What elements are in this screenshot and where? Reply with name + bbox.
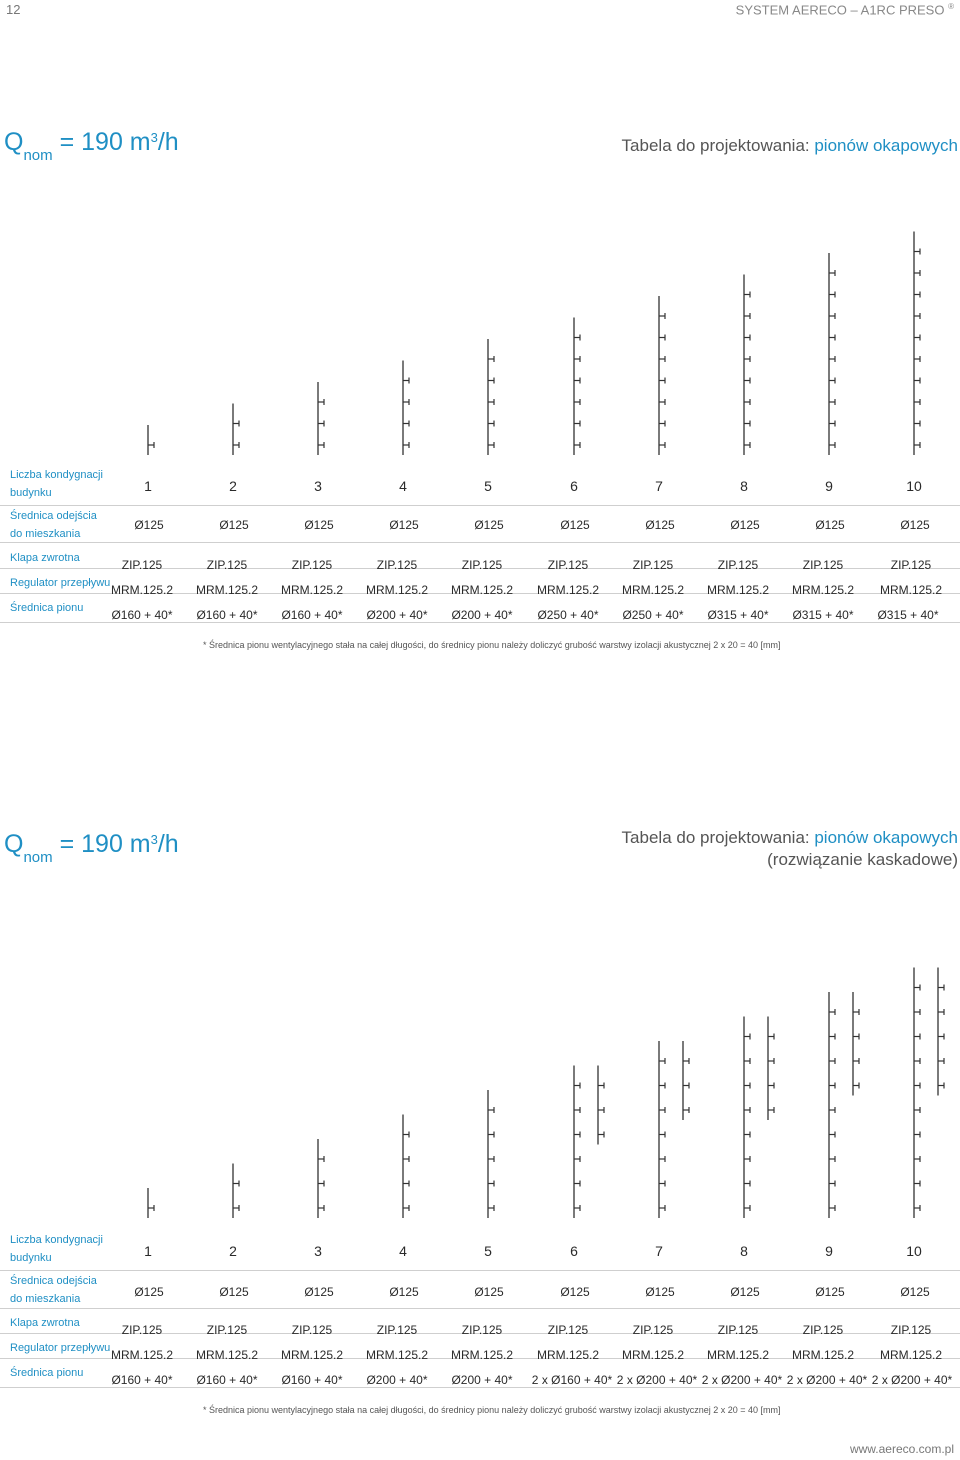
registered-mark: ®	[948, 2, 954, 11]
cell-regulator: MRM.125.2	[706, 1348, 770, 1362]
cell-valve: ZIP.125	[461, 1323, 503, 1337]
row-label-line: do mieszkania	[10, 1293, 81, 1305]
cell-riser: Ø250 + 40*	[537, 608, 599, 622]
q-unit: /h	[157, 830, 179, 858]
table-rule	[0, 1387, 960, 1388]
cell-regulator: MRM.125.2	[536, 1348, 600, 1362]
cell-riser: Ø200 + 40*	[451, 1373, 513, 1387]
cell-valve: ZIP.125	[376, 1323, 418, 1337]
cell-inlet: Ø125	[815, 518, 845, 532]
row-label-line: Średnica pionu	[10, 1367, 84, 1379]
cell-valve: ZIP.125	[291, 1323, 333, 1337]
cell-inlet: Ø125	[560, 518, 590, 532]
cell-valve: ZIP.125	[890, 1323, 932, 1337]
q-subscript: nom	[23, 147, 53, 164]
cell-floors: 9	[825, 1243, 833, 1259]
row-label-line: do mieszkania	[10, 528, 81, 540]
cell-inlet: Ø125	[134, 1285, 164, 1299]
cell-floors: 8	[740, 478, 748, 494]
cell-riser: Ø160 + 40*	[111, 1373, 173, 1387]
cell-regulator: MRM.125.2	[879, 1348, 943, 1362]
cell-riser: Ø160 + 40*	[196, 608, 258, 622]
cell-floors: 2	[229, 478, 237, 494]
q-symbol: Q	[4, 128, 24, 156]
cell-riser: 2 x Ø200 + 40*	[871, 1373, 953, 1387]
cell-riser: Ø160 + 40*	[111, 608, 173, 622]
cell-valve: ZIP.125	[632, 558, 674, 572]
cell-riser: Ø315 + 40*	[792, 608, 854, 622]
cell-valve: ZIP.125	[121, 558, 163, 572]
cell-floors: 4	[399, 478, 407, 494]
cell-inlet: Ø125	[389, 518, 419, 532]
cell-regulator: MRM.125.2	[195, 583, 259, 597]
cell-floors: 7	[655, 478, 663, 494]
cell-floors: 8	[740, 1243, 748, 1259]
cell-riser: Ø315 + 40*	[707, 608, 769, 622]
cell-regulator: MRM.125.2	[450, 1348, 514, 1362]
cell-floors: 5	[484, 478, 492, 494]
footnote-2: * Średnica pionu wentylacyjnego stała na całej długości, do średnicy pionu należy doliczyć grubość warstwy izolacji akustycznej 2 x 20 = 40 [mm]	[203, 1405, 781, 1415]
cell-regulator: MRM.125.2	[621, 583, 685, 597]
cell-inlet: Ø125	[474, 518, 504, 532]
table-title-accent: pionów okapowych	[814, 828, 958, 847]
cell-regulator: MRM.125.2	[791, 1348, 855, 1362]
cell-valve: ZIP.125	[461, 558, 503, 572]
cell-valve: ZIP.125	[376, 558, 418, 572]
cell-riser: Ø315 + 40*	[877, 608, 939, 622]
cell-inlet: Ø125	[389, 1285, 419, 1299]
cell-valve: ZIP.125	[802, 558, 844, 572]
cell-inlet: Ø125	[304, 518, 334, 532]
cell-valve: ZIP.125	[121, 1323, 163, 1337]
cell-floors: 3	[314, 478, 322, 494]
cell-regulator: MRM.125.2	[621, 1348, 685, 1362]
cell-riser: Ø200 + 40*	[451, 608, 513, 622]
cell-regulator: MRM.125.2	[110, 583, 174, 597]
q-subscript: nom	[23, 849, 53, 866]
cell-riser: 2 x Ø200 + 40*	[616, 1373, 698, 1387]
cell-regulator: MRM.125.2	[365, 583, 429, 597]
cell-regulator: MRM.125.2	[280, 1348, 344, 1362]
row-label-regulator	[10, 1339, 110, 1357]
row-label-line: Średnica odejścia	[10, 510, 97, 522]
row-label-line: Średnica pionu	[10, 602, 84, 614]
cell-riser: Ø160 + 40*	[281, 1373, 343, 1387]
cell-riser: Ø200 + 40*	[366, 608, 428, 622]
cell-inlet: Ø125	[645, 1285, 675, 1299]
row-label-line: Liczba kondygnacji	[10, 1234, 103, 1246]
row-label-line: Klapa zwrotna	[10, 552, 80, 564]
q-value: = 190 m	[59, 128, 151, 156]
header-title-text: SYSTEM AERECO – A1RC PRESO	[735, 2, 945, 18]
q-value: = 190 m	[59, 830, 151, 858]
q-exponent: 3	[150, 130, 158, 145]
table-title-line2: (rozwiązanie kaskadowe)	[767, 850, 958, 869]
row-label-line: Regulator przepływu	[10, 577, 111, 589]
cell-regulator: MRM.125.2	[280, 583, 344, 597]
cell-floors: 10	[906, 1243, 922, 1259]
cell-regulator: MRM.125.2	[110, 1348, 174, 1362]
footer-url: www.aereco.com.pl	[849, 1442, 954, 1456]
cell-inlet: Ø125	[900, 1285, 930, 1299]
table-title-accent: pionów okapowych	[814, 136, 958, 155]
table-rule	[0, 1308, 960, 1309]
cell-riser: 2 x Ø160 + 40*	[531, 1373, 613, 1387]
footnote-1: * Średnica pionu wentylacyjnego stała na całej długości, do średnicy pionu należy doliczyć grubość warstwy izolacji akustycznej 2 x 20 = 40 [mm]	[203, 640, 781, 650]
row-label-line: Regulator przepływu	[10, 1342, 111, 1354]
cell-floors: 6	[570, 478, 578, 494]
row-label-line: budynku	[10, 1252, 52, 1264]
cell-inlet: Ø125	[134, 518, 164, 532]
row-label-line: Średnica odejścia	[10, 1275, 97, 1287]
cell-floors: 7	[655, 1243, 663, 1259]
cell-regulator: MRM.125.2	[536, 583, 600, 597]
table-title-prefix: Tabela do projektowania:	[621, 136, 815, 155]
cell-valve: ZIP.125	[632, 1323, 674, 1337]
cell-valve: ZIP.125	[890, 558, 932, 572]
table-rule	[0, 1270, 960, 1271]
cell-riser: 2 x Ø200 + 40*	[701, 1373, 783, 1387]
cell-inlet: Ø125	[474, 1285, 504, 1299]
cell-regulator: MRM.125.2	[195, 1348, 259, 1362]
cell-regulator: MRM.125.2	[450, 583, 514, 597]
cell-inlet: Ø125	[730, 1285, 760, 1299]
cell-valve: ZIP.125	[547, 558, 589, 572]
q-symbol: Q	[4, 830, 24, 858]
row-label-riser	[10, 1364, 83, 1382]
q-unit: /h	[157, 128, 179, 156]
cell-riser: Ø250 + 40*	[622, 608, 684, 622]
cell-floors: 4	[399, 1243, 407, 1259]
cell-floors: 1	[144, 1243, 152, 1259]
cell-regulator: MRM.125.2	[365, 1348, 429, 1362]
cell-riser: Ø160 + 40*	[196, 1373, 258, 1387]
cell-inlet: Ø125	[219, 1285, 249, 1299]
cell-valve: ZIP.125	[206, 1323, 248, 1337]
cell-regulator: MRM.125.2	[706, 583, 770, 597]
cell-floors: 6	[570, 1243, 578, 1259]
cell-floors: 2	[229, 1243, 237, 1259]
cell-floors: 9	[825, 478, 833, 494]
cell-floors: 1	[144, 478, 152, 494]
cell-floors: 10	[906, 478, 922, 494]
cell-valve: ZIP.125	[717, 1323, 759, 1337]
cell-valve: ZIP.125	[802, 1323, 844, 1337]
cell-riser: 2 x Ø200 + 40*	[786, 1373, 868, 1387]
cell-riser: Ø200 + 40*	[366, 1373, 428, 1387]
cell-floors: 3	[314, 1243, 322, 1259]
cell-inlet: Ø125	[815, 1285, 845, 1299]
page-number: 12	[6, 2, 21, 17]
cell-valve: ZIP.125	[291, 558, 333, 572]
cell-valve: ZIP.125	[547, 1323, 589, 1337]
cell-inlet: Ø125	[304, 1285, 334, 1299]
q-exponent: 3	[150, 832, 158, 847]
row-label-floors	[10, 1231, 103, 1267]
cell-regulator: MRM.125.2	[791, 583, 855, 597]
cell-inlet: Ø125	[900, 518, 930, 532]
cell-inlet: Ø125	[560, 1285, 590, 1299]
cell-regulator: MRM.125.2	[879, 583, 943, 597]
cell-riser: Ø160 + 40*	[281, 608, 343, 622]
table-title-prefix: Tabela do projektowania:	[621, 828, 815, 847]
row-label-inlet	[10, 1272, 97, 1308]
row-label-line: Klapa zwrotna	[10, 1317, 80, 1329]
row-label-valve	[10, 1314, 80, 1332]
cell-floors: 5	[484, 1243, 492, 1259]
cell-inlet: Ø125	[645, 518, 675, 532]
cell-inlet: Ø125	[219, 518, 249, 532]
cell-valve: ZIP.125	[717, 558, 759, 572]
cell-valve: ZIP.125	[206, 558, 248, 572]
cell-inlet: Ø125	[730, 518, 760, 532]
row-label-line: budynku	[10, 487, 52, 499]
row-label-line: Liczba kondygnacji	[10, 469, 103, 481]
